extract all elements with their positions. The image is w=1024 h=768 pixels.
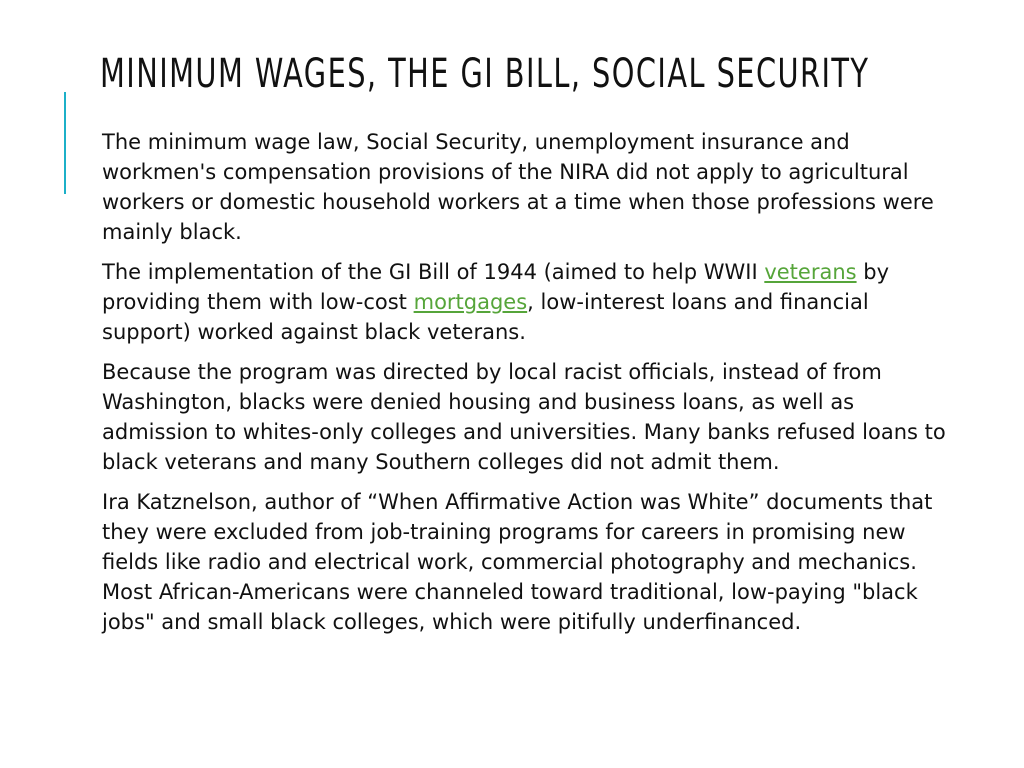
paragraph-gi-bill-text-1: The implementation of the GI Bill of 1944 (aimed to help WWII bbox=[102, 260, 765, 284]
paragraph-gi-bill bbox=[102, 257, 952, 347]
paragraph-nira: The minimum wage law, Social Security, unemployment insurance and workmen's compensation provisions of the NIRA did not apply to agricultural workers or domestic household workers at a time when those professions were mainly black. bbox=[102, 130, 934, 244]
accent-line bbox=[64, 92, 66, 194]
mortgages-link[interactable]: mortgages bbox=[413, 290, 528, 314]
paragraph-local-officials: Because the program was directed by local racist officials, instead of from Washington, blacks were denied housing and business loans, as well as admission to whites-only colleges and universities. Many banks refused loans to black veterans and many Southern colleges did not admit them. bbox=[102, 360, 946, 474]
paragraph-gi-bill-text-3: , low-interest loans and financial support) worked against black veterans. bbox=[102, 290, 869, 344]
slide-body bbox=[102, 127, 952, 647]
paragraph-gi-bill-text-2: by providing them with low-cost bbox=[102, 260, 890, 314]
slide-title: MINIMUM WAGES, THE GI BILL, SOCIAL SECURITY bbox=[100, 51, 870, 97]
veterans-link[interactable]: veterans bbox=[764, 260, 857, 284]
paragraph-katznelson: Ira Katznelson, author of “When Affirmative Action was White” documents that they were excluded from job-training programs for careers in promising new fields like radio and electrical work, commercial photography and mechanics. Most African-Americans were channeled toward traditional, low-paying "black jobs" and small black colleges, which were pitifully underfinanced. bbox=[102, 490, 933, 634]
